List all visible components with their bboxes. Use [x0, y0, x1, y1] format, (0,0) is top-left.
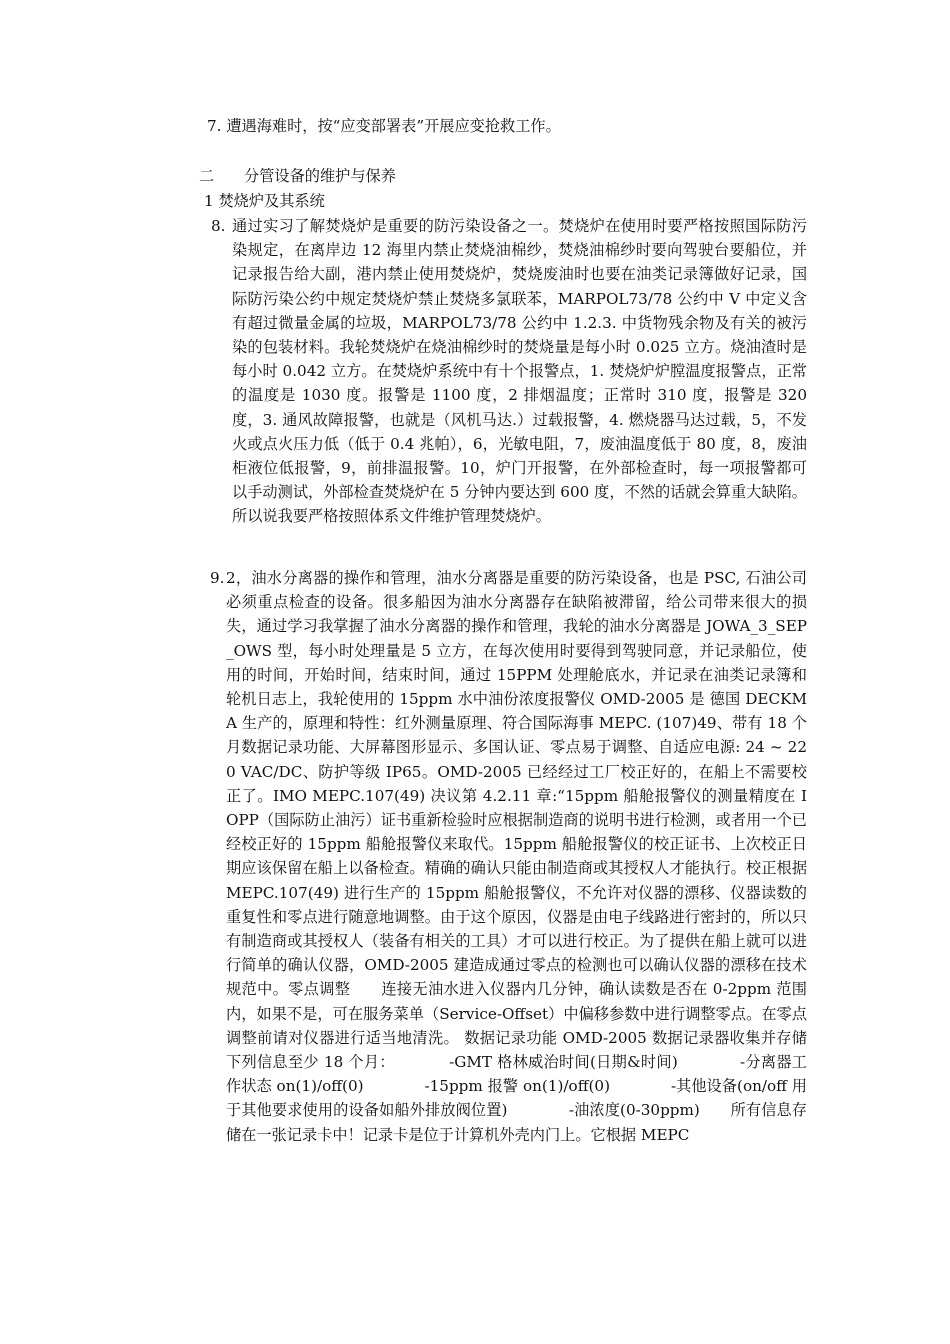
section-title: 分管设备的维护与保养 — [244, 167, 396, 185]
section-number: 二 — [199, 167, 215, 185]
paragraph-item-8: 通过实习了解焚烧炉是重要的防污染设备之一。焚烧炉在使用时要严格按照国际防污染规定，在离岸边 12 海里内禁止焚烧油棉纱，焚烧油棉纱时要向驾驶台要船位，并记录报告给大副，港内禁止使用焚烧炉，焚烧废油时也要在油类记录簿做好记录，国际防污染公约中规定焚烧炉禁止焚烧多氯联苯，MARPOL73/78 公约中 V 中定义含有超过微量金属的垃圾，MARPOL73/78 公约中 1.2.3. 中货物残余物及有关的被污染的包装材料。我轮焚烧炉在烧油棉纱时的焚烧量是每小时 0.025 立方。烧油渣时是每小时 0.042 立方。在焚烧炉系统中有十个报警点，1. 焚烧炉炉膛温度报警点，正常的温度是 1030 度。报警是 1100 度，2 排烟温度；正常时 310 度，报警是 320 度，3. 通风故障报警，也就是（风机马达.）过载报警，4. 燃烧器马达过载，5，不发火或点火压力低（低于 0.4 兆帕），6，光敏电阻，7，废油温度低于 80 度，8，废油柜液位低报警，9，前排温报警。10，炉门开报警，在外部检查时，每一项报警都可以手动测试，外部检查焚烧炉在 5 分钟内要达到 600 度，不然的话就会算重大缺陷。所以说我要严格按照体系文件维护管理焚烧炉。 — [232, 217, 807, 526]
paragraph-item-9: 2，油水分离器的操作和管理，油水分离器是重要的防污染设备，也是 PSC, 石油公司必须重点检查的设备。很多船因为油水分离器存在缺陷被滞留，给公司带来很大的损失，通过学习我掌握了油水分离器的操作和管理，我轮的油水分离器是 JOWA_3_SEP_OWS 型，每小时处理量是 5 立方，在每次使用时要得到驾驶同意，并记录船位，使用的时间，开始时间，结束时间，通过 15PPM 处理舱底水，并记录在油类记录簿和轮机日志上，我轮使用的 15ppm 水中油份浓度报警仪 OMD-2005 是 德国 DECKMA 生产的，原理和特性：红外测量原理、符合国际海事 MEPC. (107)49、带有 18 个月数据记录功能、大屏幕图形显示、多国认证、零点易于调整、自适应电源: 24 ~ 220 VAC/DC、防护等级 IP65。OMD-2005 已经经过工厂校正好的，在船上不需要校正了。IMO MEPC.107(49) 决议第 4.2.11 章:“15ppm 船舱报警仪的测量精度在 IOPP（国际防止油污）证书重新检验时应根据制造商的说明书进行检测，或者用一个已经校正好的 15ppm 船舱报警仪来取代。15ppm 船舱报警仪的校正证书、上次校正日期应该保留在船上以备检查。精确的确认只能由制造商或其授权人才能执行。校正根据 MEPC.107(49) 进行生产的 15ppm 船舱报警仪，不允许对仪器的漂移、仪器读数的重复性和零点进行随意地调整。由于这个原因，仪器是由电子线路进行密封的，所以只有制造商或其授权人（装备有相关的工具）才可以进行校正。为了提供在船上就可以进行简单的确认仪器，OMD-2005 建造成通过零点的检测也可以确认仪器的漂移在技术规范中。零点调整 连接无油水进入仪器内几分钟，确认读数是否在 0-2ppm 范围内，如果不是，可在服务菜单（Service-Offset）中偏移参数中进行调整零点。在零点调整前请对仪器进行适当地清洗。 数据记录功能 OMD-2005 数据记录器收集并存储下列信息至少 18 个月： -GMT 格林威治时间(日期&时间) -分离器工作状态 on(1)/off(0) -15ppm 报警 on(1)/off(0) -其他设备(on/off 用于其他要求使用的设备如船外排放阀位置) -油浓度(0-30ppm) 所有信息存储在一张记录卡中！记录卡是位于计算机外壳内门上。它根据 MEPC — [226, 569, 807, 1144]
item-9-marker: 9. — [210, 569, 225, 587]
paragraph-item-7: 7. 遭遇海难时，按“应变部署表”开展应变抢救工作。 — [207, 117, 561, 135]
subsection-title: 1 焚烧炉及其系统 — [204, 192, 325, 210]
item-8-marker: 8. — [211, 217, 226, 235]
